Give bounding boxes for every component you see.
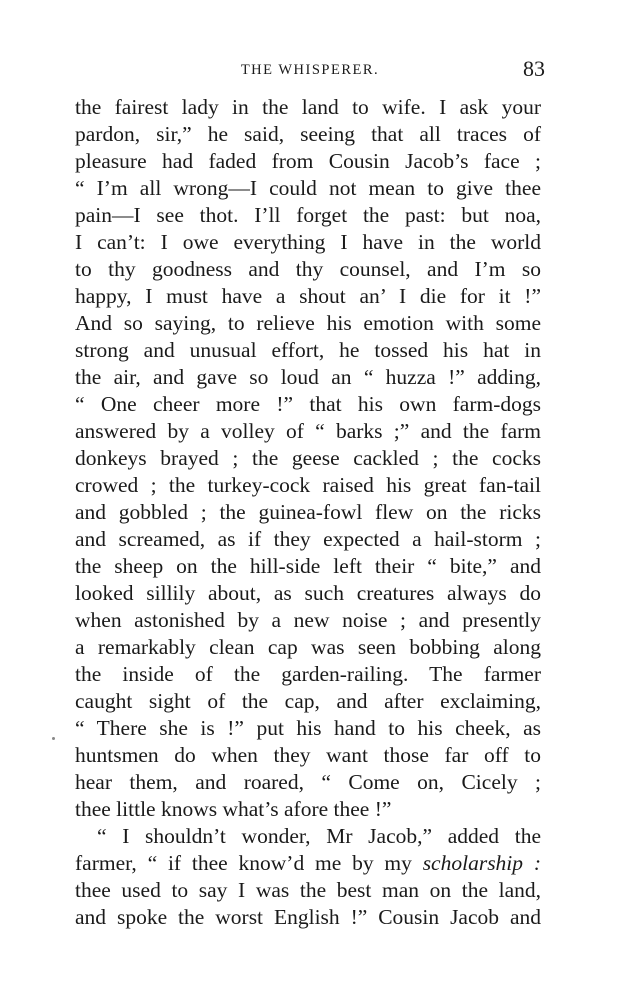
text-line: caught sight of the cap, and after exclaiming, (75, 689, 541, 713)
text-segment: farmer, “ if thee know’d me by my (75, 851, 423, 875)
text-line: and screamed, as if they expected a hail-storm ; (75, 527, 541, 551)
text-line: “ There she is !” put his hand to his cheek, as (75, 716, 541, 740)
text-line: looked sillily about, as such creatures always do (75, 581, 541, 605)
text-line: And so saying, to relieve his emotion with some (75, 311, 541, 335)
text-line: thee used to say I was the best man on the land, (75, 878, 541, 902)
body-text (75, 94, 541, 931)
italic-word: scholarship : (422, 851, 541, 875)
text-line: thee little knows what’s afore thee !” (75, 797, 392, 821)
text-line: and spoke the worst English !” Cousin Jacob and (75, 905, 541, 929)
margin-speck (52, 737, 55, 740)
running-title: THE WHISPERER. (240, 62, 380, 78)
text-line: “ I shouldn’t wonder, Mr Jacob,” added the (97, 824, 541, 848)
running-head (75, 56, 545, 86)
text-line: answered by a volley of “ barks ;” and the farm (75, 419, 541, 443)
page-number: 83 (523, 56, 545, 81)
text-line: huntsmen do when they want those far off to (75, 743, 541, 767)
text-line: the sheep on the hill-side left their “ bite,” and (75, 554, 541, 578)
text-line: I can’t: I owe everything I have in the world (75, 230, 541, 254)
text-line: when astonished by a new noise ; and presently (75, 608, 541, 632)
text-line: crowed ; the turkey-cock raised his great fan-tail (75, 473, 541, 497)
text-line: and gobbled ; the guinea-fowl flew on the ricks (75, 500, 541, 524)
text-line: pardon, sir,” he said, seeing that all traces of (75, 122, 541, 146)
text-line: happy, I must have a shout an’ I die for it !” (75, 284, 541, 308)
text-line: the fairest lady in the land to wife. I ask your (75, 95, 541, 119)
text-line: the inside of the garden-railing. The farmer (75, 662, 541, 686)
text-line: pleasure had faded from Cousin Jacob’s face ; (75, 149, 541, 173)
text-line-with-italic (75, 850, 541, 877)
text-line: “ I’m all wrong—I could not mean to give thee (75, 176, 541, 200)
text-line: strong and unusual effort, he tossed his hat in (75, 338, 541, 362)
text-line: pain—I see thot. I’ll forget the past: but noa, (75, 203, 541, 227)
text-line: hear them, and roared, “ Come on, Cicely ; (75, 770, 541, 794)
text-line: “ One cheer more !” that his own farm-dogs (75, 392, 541, 416)
text-line: the air, and gave so loud an “ huzza !” adding, (75, 365, 541, 389)
text-line: donkeys brayed ; the geese cackled ; the cocks (75, 446, 541, 470)
text-line: to thy goodness and thy counsel, and I’m so (75, 257, 541, 281)
text-line: a remarkably clean cap was seen bobbing along (75, 635, 541, 659)
